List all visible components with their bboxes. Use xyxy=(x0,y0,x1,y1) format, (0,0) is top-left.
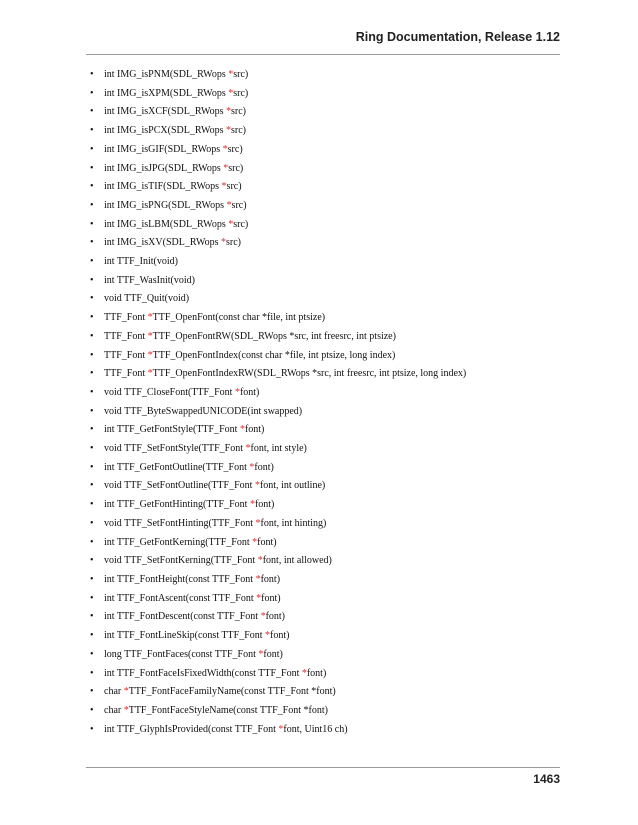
list-item xyxy=(90,496,578,515)
list-item xyxy=(90,665,578,684)
pointer-asterisk: * xyxy=(223,162,229,174)
page-number: 1463 xyxy=(533,772,560,786)
bullet-icon: • xyxy=(90,499,94,511)
list-item xyxy=(90,85,578,104)
bullet-icon: • xyxy=(90,218,94,230)
bullet-icon: • xyxy=(90,648,94,660)
bullet-icon: • xyxy=(90,199,94,211)
signature-suffix: font) xyxy=(244,424,265,436)
bullet-icon: • xyxy=(90,555,94,567)
list-item xyxy=(90,721,578,740)
signature-suffix: font, int outline) xyxy=(259,480,326,492)
list-item xyxy=(90,347,578,366)
signature-prefix: int IMG_isPNG(SDL_RWops xyxy=(104,199,227,211)
bullet-icon: • xyxy=(90,274,94,286)
signature-suffix: TTF_OpenFontIndex(const char *file, int ptsize, long index) xyxy=(152,349,396,361)
list-item xyxy=(90,384,578,403)
pointer-asterisk: * xyxy=(245,443,251,455)
pointer-asterisk: * xyxy=(239,424,245,436)
signature-prefix: int TTF_FontAscent(const TTF_Font xyxy=(104,592,257,604)
signature-suffix: src) xyxy=(228,162,244,174)
bullet-icon: • xyxy=(90,330,94,342)
signature-prefix: int TTF_GetFontOutline(TTF_Font xyxy=(104,461,250,473)
bullet-icon: • xyxy=(90,443,94,455)
signature-suffix: font) xyxy=(254,461,274,473)
bullet-icon: • xyxy=(90,704,94,716)
list-item xyxy=(90,234,578,253)
bullet-icon: • xyxy=(90,405,94,417)
signature-prefix: int TTF_Init(void) xyxy=(104,256,178,268)
bullet-icon: • xyxy=(90,517,94,529)
pointer-asterisk: * xyxy=(222,143,228,155)
signature-prefix: void TTF_SetFontOutline(TTF_Font xyxy=(104,480,255,492)
list-item xyxy=(90,477,578,496)
bullet-icon: • xyxy=(90,106,94,118)
list-item xyxy=(90,66,578,85)
pointer-asterisk: * xyxy=(249,499,255,511)
pointer-asterisk: * xyxy=(226,125,231,137)
pointer-asterisk: * xyxy=(147,349,153,361)
pointer-asterisk: * xyxy=(254,480,260,492)
signature-prefix: long TTF_FontFaces(const TTF_Font xyxy=(104,648,259,660)
pointer-asterisk: * xyxy=(220,237,226,249)
signature-prefix: int TTF_GetFontHinting(TTF_Font xyxy=(104,499,250,511)
list-item xyxy=(90,459,578,478)
pointer-asterisk: * xyxy=(226,106,231,118)
pointer-asterisk: * xyxy=(301,667,307,679)
signature-prefix: int IMG_isXCF(SDL_RWops xyxy=(104,106,226,118)
signature-prefix: TTF_Font xyxy=(104,349,148,361)
list-item xyxy=(90,702,578,721)
list-item xyxy=(90,141,578,160)
bullet-icon: • xyxy=(90,162,94,174)
signature-suffix: font) xyxy=(270,630,290,642)
pointer-asterisk: * xyxy=(256,592,262,604)
pointer-asterisk: * xyxy=(234,386,240,398)
pointer-asterisk: * xyxy=(228,69,234,80)
pointer-asterisk: * xyxy=(147,330,153,342)
signature-prefix: TTF_Font xyxy=(104,312,148,324)
signature-prefix: int IMG_isLBM(SDL_RWops xyxy=(104,218,229,230)
signature-prefix: int IMG_isXPM(SDL_RWops xyxy=(104,87,229,99)
signature-prefix: int IMG_isTIF(SDL_RWops xyxy=(104,181,222,193)
signature-suffix: src) xyxy=(233,218,249,230)
signature-suffix: font, int allowed) xyxy=(262,555,332,567)
bullet-icon: • xyxy=(90,630,94,642)
list-item xyxy=(90,103,578,122)
pointer-asterisk: * xyxy=(228,218,234,230)
signature-prefix: void TTF_SetFontHinting(TTF_Font xyxy=(104,517,256,529)
signature-suffix: font, Uint16 ch) xyxy=(283,723,348,735)
signature-suffix: src) xyxy=(231,106,246,118)
pointer-asterisk: * xyxy=(123,704,129,716)
list-item xyxy=(90,571,578,590)
signature-suffix: font) xyxy=(265,611,286,623)
bullet-icon: • xyxy=(90,256,94,268)
list-item xyxy=(90,608,578,627)
signature-suffix: TTF_FontFaceFamilyName(const TTF_Font *font) xyxy=(128,686,336,698)
signature-suffix: font) xyxy=(257,536,277,548)
signature-suffix: font) xyxy=(239,386,260,398)
signature-suffix: font) xyxy=(261,592,281,604)
list-item xyxy=(90,683,578,702)
signature-suffix: src) xyxy=(233,69,249,80)
signature-prefix: void TTF_ByteSwappedUNICODE(int swapped) xyxy=(104,405,303,417)
list-item xyxy=(90,253,578,272)
list-item xyxy=(90,272,578,291)
bullet-icon: • xyxy=(90,461,94,473)
list-item xyxy=(90,534,578,553)
pointer-asterisk: * xyxy=(278,723,284,735)
list-item xyxy=(90,197,578,216)
signature-prefix: int TTF_WasInit(void) xyxy=(104,274,195,286)
bullet-icon: • xyxy=(90,349,94,361)
signature-prefix: int IMG_isGIF(SDL_RWops xyxy=(104,143,223,155)
list-item xyxy=(90,328,578,347)
signature-prefix: int IMG_isPCX(SDL_RWops xyxy=(104,125,226,137)
signature-suffix: src) xyxy=(225,237,241,249)
signature-suffix: font, int style) xyxy=(250,443,307,455)
list-item xyxy=(90,590,578,609)
bullet-icon: • xyxy=(90,293,94,305)
list-item xyxy=(90,403,578,422)
signature-suffix: src) xyxy=(231,199,247,211)
api-function-list xyxy=(90,66,578,739)
signature-prefix: void TTF_SetFontKerning(TTF_Font xyxy=(104,555,258,567)
signature-suffix: src) xyxy=(233,87,249,99)
list-item xyxy=(90,552,578,571)
pointer-asterisk: * xyxy=(228,87,234,99)
list-item xyxy=(90,515,578,534)
signature-prefix: int TTF_GlyphIsProvided(const TTF_Font xyxy=(104,723,279,735)
signature-suffix: src) xyxy=(231,125,246,137)
signature-suffix: font) xyxy=(260,573,281,585)
signature-suffix: TTF_OpenFontRW(SDL_RWops *src, int freesrc, int ptsize) xyxy=(152,330,396,342)
page-header-title: Ring Documentation, Release 1.12 xyxy=(355,30,560,44)
pointer-asterisk: * xyxy=(258,648,264,660)
pointer-asterisk: * xyxy=(226,199,232,211)
list-item xyxy=(90,122,578,141)
signature-suffix: font) xyxy=(263,648,283,660)
pointer-asterisk: * xyxy=(147,368,153,380)
list-item xyxy=(90,421,578,440)
signature-prefix: int IMG_isJPG(SDL_RWops xyxy=(104,162,224,174)
list-item xyxy=(90,646,578,665)
bullet-icon: • xyxy=(90,686,94,698)
list-item xyxy=(90,290,578,309)
bullet-icon: • xyxy=(90,667,94,679)
list-item xyxy=(90,309,578,328)
signature-prefix: int TTF_FontDescent(const TTF_Font xyxy=(104,611,261,623)
pointer-asterisk: * xyxy=(257,555,263,567)
signature-prefix: void TTF_Quit(void) xyxy=(104,293,190,305)
signature-prefix: int IMG_isPNM(SDL_RWops xyxy=(104,69,229,80)
list-item xyxy=(90,160,578,179)
signature-suffix: TTF_FontFaceStyleName(const TTF_Font *font) xyxy=(128,704,328,716)
signature-suffix: src) xyxy=(227,143,243,155)
list-item xyxy=(90,627,578,646)
bullet-icon: • xyxy=(90,536,94,548)
pointer-asterisk: * xyxy=(255,517,261,529)
signature-prefix: int IMG_isXV(SDL_RWops xyxy=(104,237,221,249)
bullet-icon: • xyxy=(90,723,94,735)
pointer-asterisk: * xyxy=(221,181,227,193)
bullet-icon: • xyxy=(90,181,94,193)
signature-prefix: int TTF_FontFaceIsFixedWidth(const TTF_Font xyxy=(104,667,302,679)
pointer-asterisk: * xyxy=(249,461,255,473)
pointer-asterisk: * xyxy=(252,536,258,548)
signature-suffix: src) xyxy=(226,181,242,193)
signature-suffix: font) xyxy=(254,499,275,511)
list-item xyxy=(90,440,578,459)
pointer-asterisk: * xyxy=(147,312,153,324)
signature-suffix: font, int hinting) xyxy=(260,517,327,529)
bullet-icon: • xyxy=(90,424,94,436)
pointer-asterisk: * xyxy=(123,686,129,698)
list-item xyxy=(90,178,578,197)
signature-prefix: TTF_Font xyxy=(104,368,148,380)
footer-divider xyxy=(86,767,560,768)
bullet-icon: • xyxy=(90,87,94,99)
list-item xyxy=(90,365,578,384)
pointer-asterisk: * xyxy=(260,611,266,623)
bullet-icon: • xyxy=(90,592,94,604)
header-divider xyxy=(86,54,560,55)
bullet-icon: • xyxy=(90,480,94,492)
bullet-icon: • xyxy=(90,69,94,80)
bullet-icon: • xyxy=(90,143,94,155)
bullet-icon: • xyxy=(90,386,94,398)
signature-prefix: void TTF_CloseFont(TTF_Font xyxy=(104,386,235,398)
signature-prefix: TTF_Font xyxy=(104,330,148,342)
list-item xyxy=(90,216,578,235)
pointer-asterisk: * xyxy=(265,630,271,642)
bullet-icon: • xyxy=(90,611,94,623)
signature-suffix: TTF_OpenFont(const char *file, int ptsize) xyxy=(152,312,326,324)
signature-prefix: char xyxy=(104,704,124,716)
signature-suffix: TTF_OpenFontIndexRW(SDL_RWops *src, int freesrc, int ptsize, long index) xyxy=(152,368,467,380)
signature-suffix: font) xyxy=(306,667,327,679)
bullet-icon: • xyxy=(90,573,94,585)
bullet-icon: • xyxy=(90,312,94,324)
signature-prefix: int TTF_GetFontKerning(TTF_Font xyxy=(104,536,253,548)
signature-prefix: void TTF_SetFontStyle(TTF_Font xyxy=(104,443,246,455)
bullet-icon: • xyxy=(90,125,94,137)
bullet-icon: • xyxy=(90,368,94,380)
signature-prefix: int TTF_FontLineSkip(const TTF_Font xyxy=(104,630,266,642)
signature-prefix: int TTF_GetFontStyle(TTF_Font xyxy=(104,424,240,436)
signature-prefix: int TTF_FontHeight(const TTF_Font xyxy=(104,573,256,585)
bullet-icon: • xyxy=(90,237,94,249)
pointer-asterisk: * xyxy=(255,573,261,585)
signature-prefix: char xyxy=(104,686,124,698)
